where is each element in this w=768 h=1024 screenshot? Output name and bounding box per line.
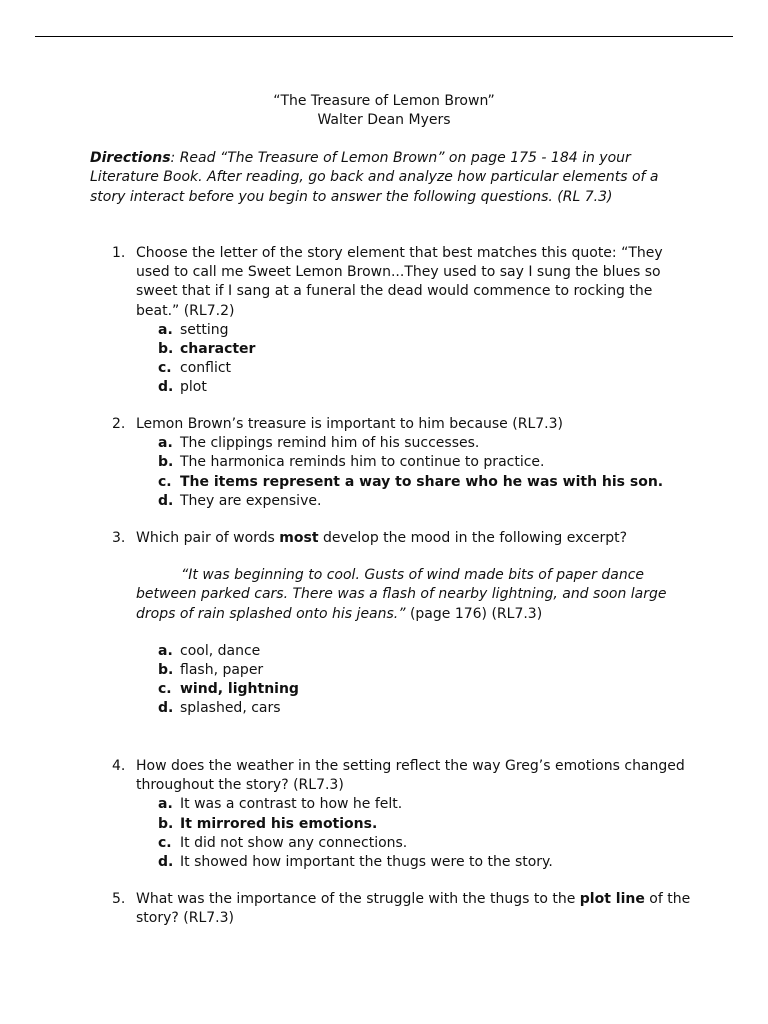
choice-d: d. It showed how important the thugs were to the story. [158, 854, 553, 871]
question-text: What was the importance of the struggle with the thugs to the plot line of the story? (RL7.3) [136, 891, 691, 927]
question-4 [112, 757, 692, 872]
question-number: 5. [112, 891, 126, 907]
emphasis-plot-line: plot line [579, 891, 645, 907]
question-number: 2. [112, 416, 126, 432]
choice-b: b. flash, paper [158, 662, 264, 679]
choice-d: d. splashed, cars [158, 700, 281, 717]
choice-b: b. It mirrored his emotions. [158, 815, 378, 832]
directions-label: Directions [90, 150, 171, 166]
question-1 [112, 244, 692, 398]
story-title: “The Treasure of Lemon Brown” [273, 93, 495, 109]
excerpt-reference: (page 176) (RL7.3) [405, 605, 543, 622]
story-excerpt [136, 566, 692, 624]
choice-c: c. It did not show any connections. [158, 834, 408, 851]
choice-a: a. It was a contrast to how he felt. [158, 796, 403, 813]
question-5 [112, 890, 692, 928]
choice-a: a. The clippings remind him of his successes. [158, 435, 480, 452]
question-number: 1. [112, 245, 126, 261]
question-text: Choose the letter of the story element that best matches this quote: “They used to call me Sweet Lemon Brown...They used to say I sung the blues so sweet that if I sang at a funeral the dead would commence to rocking the beat.” (RL7.2) [136, 245, 663, 319]
answer-choices [158, 434, 692, 511]
choice-d: d. plot [158, 379, 207, 396]
answer-choices [158, 642, 692, 719]
choice-c: c. conflict [158, 360, 232, 377]
emphasis-most: most [279, 530, 319, 546]
choice-d: d. They are expensive. [158, 492, 322, 509]
choice-c: c. wind, lightning [158, 681, 299, 698]
question-text: How does the weather in the setting reflect the way Greg’s emotions changed throughout the story? (RL7.3) [136, 758, 685, 794]
choice-a: a. setting [158, 321, 229, 338]
choice-b: b. character [158, 341, 256, 358]
answer-choices [158, 321, 692, 398]
question-2 [112, 415, 692, 511]
excerpt-quote: “It was beginning to cool. Gusts of wind made bits of paper dance between parked cars. There was a flash of nearby lightning, and soon large drops of rain splashed onto his jeans.” [136, 567, 667, 622]
question-text: Which pair of words most develop the mood in the following excerpt? [136, 530, 628, 546]
question-3 [112, 529, 692, 719]
choice-c: c. The items represent a way to share who he was with his son. [158, 473, 664, 490]
question-number: 4. [112, 758, 126, 774]
choice-a: a. cool, dance [158, 642, 261, 659]
question-text: Lemon Brown’s treasure is important to him because (RL7.3) [136, 416, 563, 432]
story-author: Walter Dean Myers [317, 112, 451, 128]
question-number: 3. [112, 530, 126, 546]
answer-choices [158, 795, 692, 872]
choice-b: b. The harmonica reminds him to continue to practice. [158, 454, 545, 471]
directions-text: : Read “The Treasure of Lemon Brown” on page 175 - 184 in your Literature Book. After reading, go back and analyze how particular elements of a story interact before you begin to answer the following questions. (RL 7.3) [90, 150, 659, 205]
